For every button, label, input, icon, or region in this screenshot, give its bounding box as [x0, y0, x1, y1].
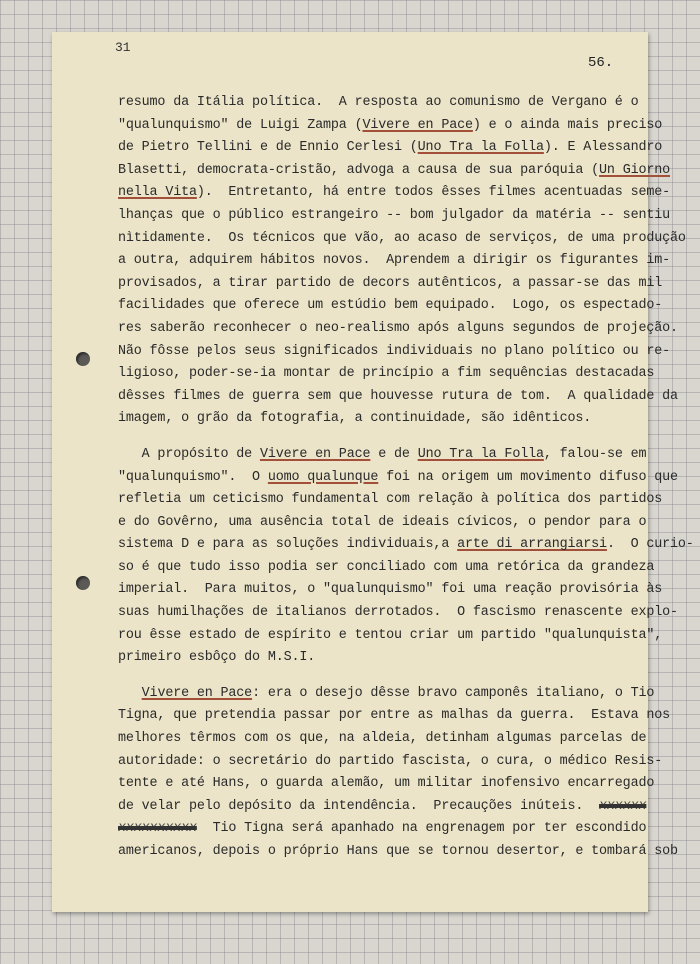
underlined-title: Uno Tra la Folla [417, 446, 544, 462]
text-segment: de velar pelo depósito da intendência. Precauções inúteis. [118, 798, 600, 814]
underlined-title: Uno Tra la Folla [417, 140, 544, 156]
underlined-title: arte di arrangiarsi [457, 537, 607, 553]
text-segment: "qualunquismo" de Luigi Zampa ( [118, 117, 363, 133]
text-line [118, 602, 678, 625]
text-segment: refletia um ceticismo fundamental com relação à política dos partidos [118, 492, 663, 508]
text-segment: melhores têrmos com os que, na aldeia, detinham algumas parcelas de [118, 731, 647, 747]
text-segment: ligioso, poder-se-ia montar de princípio a fim sequências destacadas [118, 366, 655, 382]
text-segment: A propósito de [118, 446, 260, 462]
text-segment: ). Entretanto, há entre todos êsses filmes acentuadas seme- [196, 185, 671, 201]
struck-out-text: xxxxxx [599, 798, 647, 814]
text-line [118, 534, 694, 557]
text-segment: de Pietro Tellini e de Ennio Cerlesi ( [118, 140, 418, 156]
underlined-title: uomo qualunque [267, 469, 379, 485]
text-line [118, 160, 671, 183]
text-segment: resumo da Itália política. A resposta ao comunismo de Vergano é o [118, 95, 639, 110]
text-line [118, 363, 655, 386]
text-line [118, 557, 655, 580]
text-segment: provisados, a tirar partido de decors autênticos, a passar-se das mil [118, 275, 663, 291]
text-segment: dêsses filmes de guerra sem que houvesse rutura de tom. A qualidade da [118, 388, 678, 404]
text-segment: : era o desejo dêsse bravo camponês italiano, o Tio [252, 685, 655, 701]
text-line [118, 295, 663, 318]
text-line [118, 579, 663, 602]
text-segment: Tio Tigna será apanhado na engrenagem por ter escondido [196, 821, 647, 837]
text-segment: . O curio- [606, 537, 694, 553]
text-line [118, 341, 670, 364]
underlined-title: Vivere en Pace [259, 446, 371, 462]
text-segment: "qualunquismo". O [118, 469, 268, 485]
text-segment: ) e o ainda mais preciso [472, 117, 663, 133]
text-line [118, 489, 663, 512]
text-line [118, 683, 655, 706]
text-segment: so é que tudo isso podia ser conciliado com uma retórica da grandeza [118, 559, 655, 575]
text-segment: a outra, adquirem hábitos novos. Aprendem a dirigir os figurantes im- [118, 253, 670, 269]
text-line [118, 408, 648, 431]
text-line [118, 137, 663, 160]
text-line [118, 796, 648, 819]
text-line [118, 625, 663, 648]
text-segment: primeiro esbôço do M.S.I. [118, 650, 316, 666]
text-segment [118, 686, 142, 701]
text-segment: tente e até Hans, o guarda alemão, um militar inofensivo encarregado [118, 776, 655, 792]
text-segment: res saberão reconhecer o neo-realismo após alguns segundos de projeção. [118, 320, 678, 336]
text-line [118, 444, 648, 467]
text-line [118, 92, 648, 115]
text-segment: autoridade: o secretário do partido fascista, o cura, o médico Resis- [118, 753, 663, 769]
text-line [118, 705, 670, 728]
punch-hole-lower [76, 576, 90, 590]
underlined-title: Vivere en Pace [141, 685, 253, 701]
text-segment: , falou-se em [543, 446, 647, 462]
text-segment: facilidades que oferece um estúdio bem equipado. Logo, os espectado- [118, 298, 663, 314]
text-line [118, 228, 686, 251]
text-line [118, 728, 648, 751]
text-line [118, 182, 671, 205]
text-line [118, 115, 663, 138]
text-segment: imperial. Para muitos, o "qualunquismo" foi uma reação provisória às [118, 582, 663, 598]
text-segment: e de [370, 446, 418, 462]
text-line [118, 841, 678, 864]
punch-hole-upper [76, 352, 90, 366]
paragraph-gap [118, 431, 648, 444]
underlined-title: Un Giorno [599, 162, 671, 178]
corner-number: 31 [115, 40, 131, 55]
typed-text-body [118, 92, 694, 864]
text-segment: imagem, o grão da fotografia, a continuidade, são idênticos. [118, 411, 592, 427]
paragraph-gap [118, 670, 648, 683]
text-segment: foi na origem um movimento difuso que [378, 469, 678, 485]
text-segment: americanos, depois o próprio Hans que se tornou desertor, e tombará sob [118, 844, 678, 859]
text-line [118, 205, 670, 228]
text-line [118, 751, 663, 774]
text-segment: Não fôsse pelos seus significados individuais no plano político ou re- [118, 343, 670, 359]
text-line [118, 818, 648, 841]
text-line [118, 467, 678, 490]
page-number: 56. [588, 55, 614, 71]
text-segment: lhanças que o público estrangeiro -- bom julgador da matéria -- sentiu [118, 207, 670, 223]
underlined-title: Vivere en Pace [362, 117, 473, 133]
text-line [118, 273, 663, 296]
struck-out-text: xxxxxxxxxx [118, 821, 197, 837]
text-segment: nìtidamente. Os técnicos que vão, ao acaso de serviços, de uma produção [118, 230, 686, 246]
text-segment: rou êsse estado de espírito e tentou criar um partido "qualunquista", [118, 627, 663, 643]
text-segment: suas humilhações de italianos derrotados. O fascismo renascente explo- [118, 605, 678, 621]
text-segment: Tigna, que pretendia passar por entre as malhas da guerra. Estava nos [118, 708, 670, 724]
text-line [118, 647, 648, 670]
text-line [118, 773, 655, 796]
text-segment: ). E Alessandro [543, 140, 663, 156]
text-segment: sistema D e para as soluções individuais,a [118, 537, 458, 553]
underlined-title: nella Vita [118, 185, 197, 201]
text-line [118, 386, 678, 409]
text-segment: Blasetti, democrata-cristão, advoga a causa de sua paróquia ( [118, 162, 600, 178]
text-line [118, 512, 648, 535]
text-line [118, 318, 678, 341]
text-line [118, 250, 670, 273]
text-segment: e do Govêrno, uma ausência total de ideais cívicos, o pendor para o [118, 514, 647, 530]
